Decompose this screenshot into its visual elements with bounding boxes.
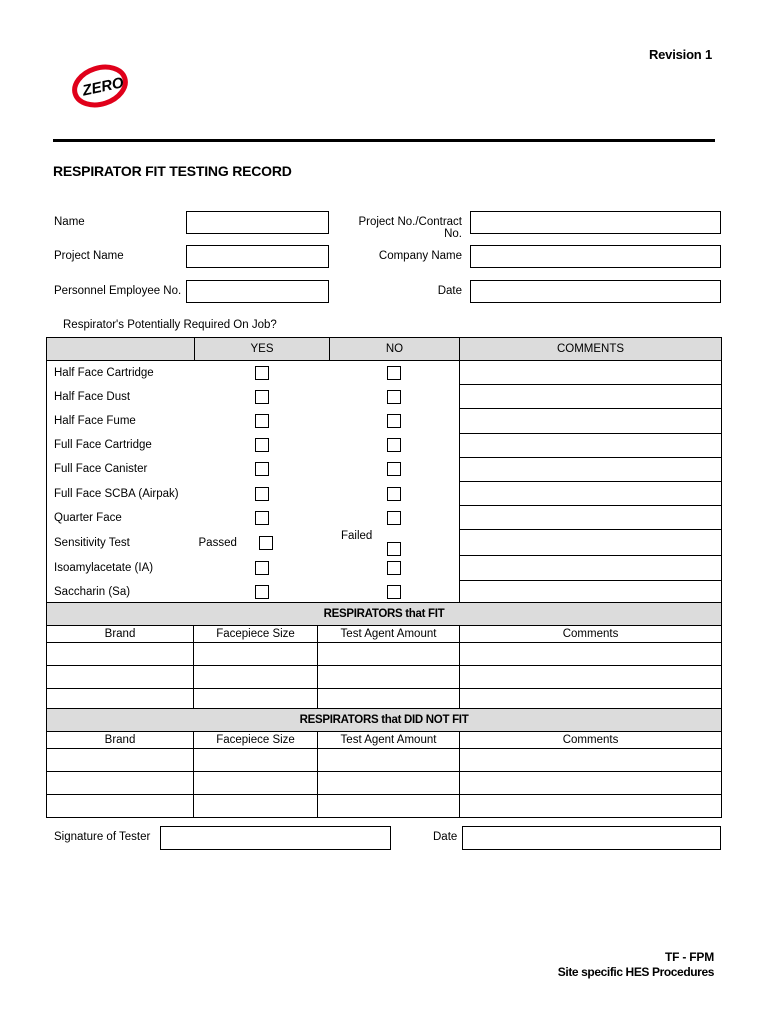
fit-brand-header: Brand [47, 626, 194, 643]
no-cell [330, 409, 460, 433]
no-checkbox[interactable] [387, 585, 401, 599]
header-rule [53, 139, 715, 142]
respirator-label: Saccharin (Sa) [47, 580, 195, 604]
yes-cell [195, 530, 330, 556]
project-no-field[interactable] [470, 211, 721, 234]
footer-subtitle: Site specific HES Procedures [557, 965, 714, 979]
project-no-label: Project No./Contract No. [358, 216, 462, 240]
table-row [47, 481, 722, 505]
nofit-comments-cell[interactable] [460, 795, 722, 818]
fit-comments-header: Comments [460, 626, 722, 643]
blank-header-cell [47, 338, 195, 361]
comments-cell[interactable] [460, 481, 722, 505]
yes-cell [195, 556, 330, 580]
date-label: Date [437, 285, 462, 297]
nofit-brand-cell[interactable] [47, 749, 194, 772]
personnel-no-label: Personnel Employee No. [54, 285, 182, 297]
no-checkbox[interactable] [387, 366, 401, 380]
yes-header: YES [195, 338, 330, 361]
respirator-label: Half Face Fume [47, 409, 195, 433]
name-field[interactable] [186, 211, 329, 234]
yes-checkbox[interactable] [255, 462, 269, 476]
no-cell [330, 556, 460, 580]
yes-cell [195, 433, 330, 457]
signature-field[interactable] [160, 826, 391, 850]
table-row [47, 580, 722, 604]
comments-cell[interactable] [460, 433, 722, 457]
comments-cell[interactable] [460, 580, 722, 604]
no-cell [330, 481, 460, 505]
yes-checkbox[interactable] [259, 536, 273, 550]
company-name-label: Company Name [378, 250, 462, 262]
revision-label: Revision 1 [648, 47, 712, 62]
yes-cell [195, 361, 330, 385]
table-row [47, 361, 722, 385]
company-name-field[interactable] [470, 245, 721, 268]
respirator-label: Isoamylacetate (IA) [47, 556, 195, 580]
no-cell [330, 433, 460, 457]
respirator-label: Half Face Cartridge [47, 361, 195, 385]
no-cell [330, 385, 460, 409]
comments-cell[interactable] [460, 361, 722, 385]
fit-brand-cell[interactable] [47, 643, 194, 666]
no-checkbox[interactable] [387, 390, 401, 404]
no-cell [330, 580, 460, 604]
table-row [47, 506, 722, 530]
no-checkbox[interactable] [387, 462, 401, 476]
respirator-rows [46, 360, 721, 605]
comments-cell[interactable] [460, 457, 722, 481]
nofit-size-cell[interactable] [194, 795, 318, 818]
respirator-label: Full Face Canister [47, 457, 195, 481]
table-row [47, 530, 722, 556]
yes-cell [195, 385, 330, 409]
no-cell [330, 530, 460, 556]
project-name-field[interactable] [186, 245, 329, 268]
fit-section-title: RESPIRATORS that FIT [47, 603, 722, 626]
nofit-size-cell[interactable] [194, 772, 318, 795]
fit-comments-cell[interactable] [460, 643, 722, 666]
yes-checkbox[interactable] [255, 561, 269, 575]
yes-cell [195, 409, 330, 433]
no-checkbox[interactable] [387, 438, 401, 452]
yes-cell [195, 580, 330, 604]
table-row [47, 795, 722, 818]
no-checkbox[interactable] [387, 414, 401, 428]
fit-agent-cell[interactable] [318, 643, 460, 666]
respirator-table [46, 337, 722, 361]
no-cell [330, 361, 460, 385]
comments-header: COMMENTS [460, 338, 722, 361]
table-row [47, 556, 722, 580]
nofit-brand-header: Brand [47, 732, 194, 749]
fit-size-cell[interactable] [194, 643, 318, 666]
no-cell [330, 457, 460, 481]
fit-agent-cell[interactable] [318, 666, 460, 689]
nofit-section-title: RESPIRATORS that DID NOT FIT [47, 709, 722, 732]
table-row [47, 772, 722, 795]
date-field[interactable] [470, 280, 721, 303]
signature-label: Signature of Tester [54, 831, 151, 843]
respirator-label: Half Face Dust [47, 385, 195, 409]
logo-text: ZERO [80, 74, 126, 100]
yes-checkbox[interactable] [255, 366, 269, 380]
comments-cell[interactable] [460, 506, 722, 530]
nofit-agent-header: Test Agent Amount [318, 732, 460, 749]
question-label: Respirator's Potentially Required On Job? [63, 319, 277, 331]
respirator-label: Full Face SCBA (Airpak) [47, 481, 195, 505]
name-label: Name [54, 216, 85, 228]
nofit-table [46, 708, 722, 818]
nofit-agent-cell[interactable] [318, 772, 460, 795]
respirator-label: Quarter Face [47, 506, 195, 530]
page-title: RESPIRATOR FIT TESTING RECORD [53, 163, 292, 179]
yes-cell [195, 506, 330, 530]
respirator-rows-table [46, 360, 722, 605]
table-row [47, 409, 722, 433]
fit-brand-cell[interactable] [47, 666, 194, 689]
yes-checkbox[interactable] [255, 511, 269, 525]
comments-cell[interactable] [460, 530, 722, 556]
nofit-size-header: Facepiece Size [194, 732, 318, 749]
no-checkbox[interactable] [387, 511, 401, 525]
yes-cell [195, 457, 330, 481]
comments-cell[interactable] [460, 409, 722, 433]
yes-checkbox[interactable] [255, 487, 269, 501]
personnel-no-field[interactable] [186, 280, 329, 303]
respirator-label: Sensitivity Test [47, 530, 195, 556]
respirator-label: Full Face Cartridge [47, 433, 195, 457]
no-cell [330, 506, 460, 530]
fit-size-cell[interactable] [194, 666, 318, 689]
nofit-brand-cell[interactable] [47, 772, 194, 795]
nofit-comments-cell[interactable] [460, 749, 722, 772]
yes-checkbox[interactable] [255, 585, 269, 599]
yes-label: Passed [198, 536, 237, 549]
no-checkbox[interactable] [387, 561, 401, 575]
signature-date-field[interactable] [462, 826, 721, 850]
signature-date-label: Date [433, 831, 458, 843]
no-label: Failed [341, 529, 373, 542]
yes-checkbox[interactable] [255, 390, 269, 404]
nofit-agent-cell[interactable] [318, 749, 460, 772]
fit-size-header: Facepiece Size [194, 626, 318, 643]
nofit-brand-cell[interactable] [47, 795, 194, 818]
nofit-agent-cell[interactable] [318, 795, 460, 818]
no-header: NO [330, 338, 460, 361]
nofit-size-cell[interactable] [194, 749, 318, 772]
respirator-table-header [47, 338, 722, 361]
nofit-comments-header: Comments [460, 732, 722, 749]
comments-cell[interactable] [460, 556, 722, 580]
fit-comments-cell[interactable] [460, 666, 722, 689]
yes-checkbox[interactable] [255, 438, 269, 452]
table-row [47, 749, 722, 772]
no-checkbox[interactable] [387, 487, 401, 501]
fit-table [46, 602, 722, 712]
footer-code: TF - FPM [664, 950, 714, 964]
table-row [47, 457, 722, 481]
yes-checkbox[interactable] [255, 414, 269, 428]
table-row [47, 666, 722, 689]
no-checkbox[interactable] [387, 542, 401, 556]
table-row [47, 385, 722, 409]
project-name-label: Project Name [54, 250, 124, 262]
table-row [47, 643, 722, 666]
yes-cell [195, 481, 330, 505]
fit-agent-header: Test Agent Amount [318, 626, 460, 643]
comments-cell[interactable] [460, 385, 722, 409]
table-row [47, 433, 722, 457]
zero-logo [70, 62, 134, 108]
nofit-comments-cell[interactable] [460, 772, 722, 795]
